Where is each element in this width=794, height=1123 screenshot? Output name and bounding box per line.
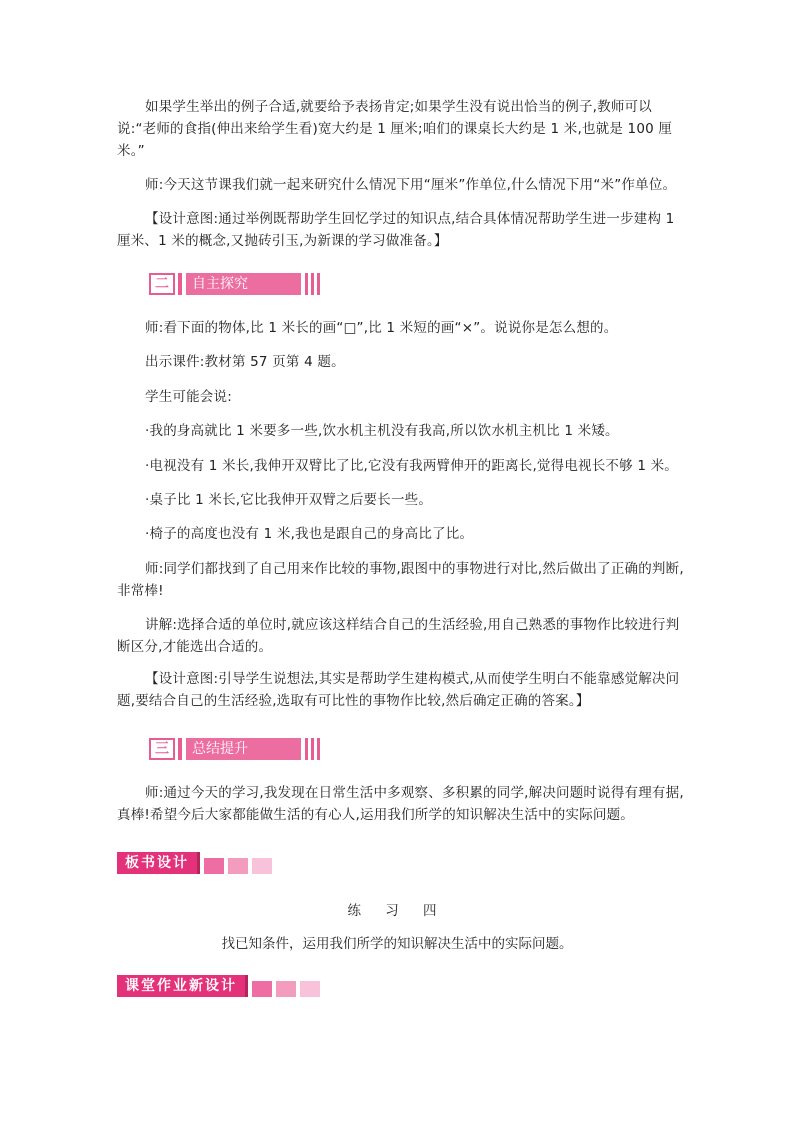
label-text: 板书设计 [117,852,200,874]
section-title: 总结提升 [186,738,301,760]
section-banner-summary [149,738,333,760]
board-title: 练 习 四 [347,903,447,919]
banner-stripes [305,273,323,295]
section-title: 自主探究 [186,273,301,295]
decorative-square [204,858,224,874]
section-number: 三 [149,738,175,760]
decorative-square [300,981,320,997]
paragraph-example-praise: 如果学生举出的例子合适,就要给予表扬肯定;如果学生没有说出恰当的例子,教师可以说:“老师的食指(伸出来给学生看)宽大约是 1 厘米;咱们的课桌长大约是 1 米,也就是 100 厘米。” [117,99,673,159]
paragraph-task: 师:看下面的物体,比 1 米长的画“□”,比 1 米短的画“×”。说说你是怎么想的。 [145,320,618,336]
section-banner-explore [149,273,333,295]
paragraph-courseware: 出示课件:教材第 57 页第 4 题。 [145,354,345,370]
section-number: 二 [149,273,175,295]
label-homework-design [117,975,320,997]
label-text: 课堂作业新设计 [117,975,248,997]
paragraph-teacher-intro: 师:今天这节课我们就一起来研究什么情况下用“厘米”作单位,什么情况下用“米”作单位。 [145,177,677,193]
paragraph-students-say: 学生可能会说: [145,389,232,405]
paragraph-design-intent-2: 【设计意图:引导学生说想法,其实是帮助学生建构模式,从而使学生明白不能靠感觉解决问题,要结合自己的生活经验,选取有可比性的事物作比较,然后确定正确的答案。】 [117,671,680,709]
banner-stripes [305,738,323,760]
list-item: ·椅子的高度也没有 1 米,我也是跟自己的身高比了比。 [145,526,474,542]
list-item: ·电视没有 1 米长,我伸开双臂比了比,它没有我两臂伸开的距离长,觉得电视长不够 1 米。 [145,458,679,474]
paragraph-summary: 师:通过今天的学习,我发现在日常生活中多观察、多积累的同学,解决问题时说得有理有据,真棒!希望今后大家都能做生活的有心人,运用我们所学的知识解决生活中的实际问题。 [117,785,684,823]
decorative-square [252,858,272,874]
decorative-square [228,858,248,874]
banner-divider [178,738,182,760]
banner-divider [178,273,182,295]
paragraph-teacher-praise: 师:同学们都找到了自己用来作比较的事物,跟图中的事物进行对比,然后做出了正确的判断,非常棒! [117,561,684,599]
board-content: 找已知条件，运用我们所学的知识解决生活中的实际问题。 [221,936,573,952]
decorative-square [252,981,272,997]
list-item: ·我的身高就比 1 米要多一些,饮水机主机没有我高,所以饮水机主机比 1 米矮。 [145,423,619,439]
decorative-square [276,981,296,997]
label-board-design [117,852,272,874]
list-item: ·桌子比 1 米长,它比我伸开双臂之后要长一些。 [145,492,433,508]
paragraph-design-intent-1: 【设计意图:通过举例既帮助学生回忆学过的知识点,结合具体情况帮助学生进一步建构 1 厘米、1 米的概念,又抛砖引玉,为新课的学习做准备。】 [117,211,675,249]
paragraph-explanation: 讲解:选择合适的单位时,就应该这样结合自己的生活经验,用自己熟悉的事物作比较进行判断区分,才能选出合适的。 [117,617,680,655]
